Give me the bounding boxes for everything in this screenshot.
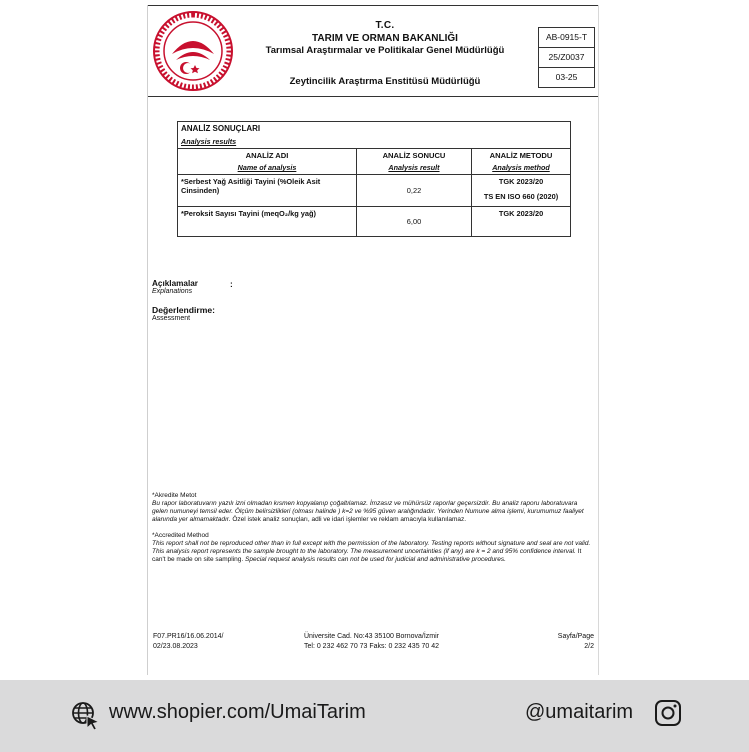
analysis-method — [472, 175, 571, 207]
col-sublabel: Name of analysis — [237, 163, 297, 172]
header-line-tc: T.C. — [375, 20, 395, 31]
col-header-name — [178, 149, 357, 175]
explanations-block — [152, 279, 198, 295]
analysis-value: 0,22 — [357, 175, 472, 207]
col-label: ANALİZ SONUCU — [382, 151, 446, 160]
method-line: TGK 2023/20 — [498, 209, 544, 218]
analysis-method — [472, 207, 571, 237]
header-titles — [240, 20, 530, 87]
footer-address — [304, 632, 439, 652]
col-sublabel: Analysis method — [492, 163, 550, 172]
report-page — [147, 5, 599, 675]
notes-en-heading: *Accredited Method — [152, 532, 209, 539]
notes-en-italic: This report shall not be reproduced other than in full except with the permission of the laboratory. Testing reports without signature and seal are not valid. This analysis report represents the sample brought to the laboratory. The measurement uncertainties (if any) are k = 2 and 95% confidence interval. — [152, 540, 591, 555]
form-revision: 02/23.08.2023 — [153, 643, 198, 650]
report-header — [148, 5, 598, 97]
notes-tr-normal: Özel istek analiz sonuçları, adli ve idari işlemler ve reklam amacıyla kullanılamaz. — [232, 516, 467, 523]
notes-en-italic2: Special request analysis results can not be used for judicial and administrative procedures. — [245, 556, 506, 563]
results-title-cell — [178, 122, 571, 149]
table-row — [178, 175, 571, 207]
analysis-name: *Serbest Yağ Asitliği Tayini (%Oleik Asit Cinsinden) — [178, 175, 357, 207]
col-label: ANALİZ METODU — [489, 151, 553, 160]
explanations-colon: : — [230, 279, 233, 289]
promo-banner — [0, 680, 749, 752]
notes-tr-heading: *Akredite Metot — [152, 492, 197, 499]
notes-tr-text — [152, 500, 595, 524]
explanations-sublabel: Explanations — [152, 288, 193, 295]
header-institute: Zeytincilik Araştırma Enstitüsü Müdürlüğü — [289, 76, 481, 87]
ministry-seal-logo — [152, 10, 234, 92]
globe-cursor-icon — [70, 700, 102, 732]
page-number: 2/2 — [584, 643, 594, 650]
results-subtitle: Analysis results — [181, 137, 237, 146]
footer-page — [536, 632, 594, 652]
analysis-name: *Peroksit Sayısı Tayini (meqO₂/kg yağ) — [178, 207, 357, 237]
notes-block — [152, 492, 595, 564]
header-ministry: TARIM VE ORMAN BAKANLIĞI — [312, 33, 458, 44]
col-header-method — [472, 149, 571, 175]
col-sublabel: Analysis result — [388, 163, 440, 172]
table-row — [178, 207, 571, 237]
explanations-label: Açıklamalar — [152, 279, 198, 288]
results-table — [177, 121, 571, 237]
code-accreditation: AB-0915-T — [539, 28, 594, 48]
page-label: Sayfa/Page — [557, 633, 594, 640]
col-header-result — [357, 149, 472, 175]
notes-en-normal: It can't be made on site sampling. — [152, 548, 582, 563]
code-date: 03-25 — [555, 72, 578, 82]
assessment-label: Değerlendirme: — [152, 305, 216, 315]
results-title: ANALİZ SONUÇLARI — [181, 124, 261, 133]
report-code-box — [538, 27, 595, 88]
shop-url-link[interactable]: www.shopier.com/UmaiTarim — [109, 701, 366, 723]
notes-tr-italic: Bu rapor laboratuvarın yazılı izni olmadan kısmen kopyalanıp çoğaltılamaz. İmzasız ve mühürsüz raporlar geçersizdir. Bu analiz raporu laboratuvara gelen numuneyi temsil eder. Ölçüm belirsizlikleri (olması halinde ) k=2 ve %95 güven aralığındadır. Yerinden Numune alma işlemi, kurumumuz faaliyet alanında yer almamaktadır. — [152, 500, 584, 523]
footer-form-code — [153, 632, 223, 652]
method-line: TGK 2023/20 — [498, 177, 544, 186]
header-directorate: Tarımsal Araştırmalar ve Politikalar Genel Müdürlüğü — [265, 45, 505, 56]
notes-en-text — [152, 540, 595, 564]
phone-line: Tel: 0 232 462 70 73 Faks: 0 232 435 70 42 — [304, 643, 440, 650]
col-label: ANALİZ ADI — [245, 151, 289, 160]
instagram-icon[interactable] — [654, 699, 682, 727]
assessment-sublabel: Assessment — [152, 315, 191, 322]
instagram-handle[interactable]: @umaitarim — [525, 701, 634, 723]
assessment-block — [152, 305, 215, 322]
method-line: TS EN ISO 660 (2020) — [483, 192, 559, 201]
address-line: Üniversite Cad. No:43 35100 Bornova/İzmir — [304, 633, 440, 640]
form-code: F07.PR16/16.06.2014/ — [153, 633, 224, 640]
analysis-value: 6,00 — [357, 207, 472, 237]
code-report: 25/Z0037 — [539, 48, 594, 68]
